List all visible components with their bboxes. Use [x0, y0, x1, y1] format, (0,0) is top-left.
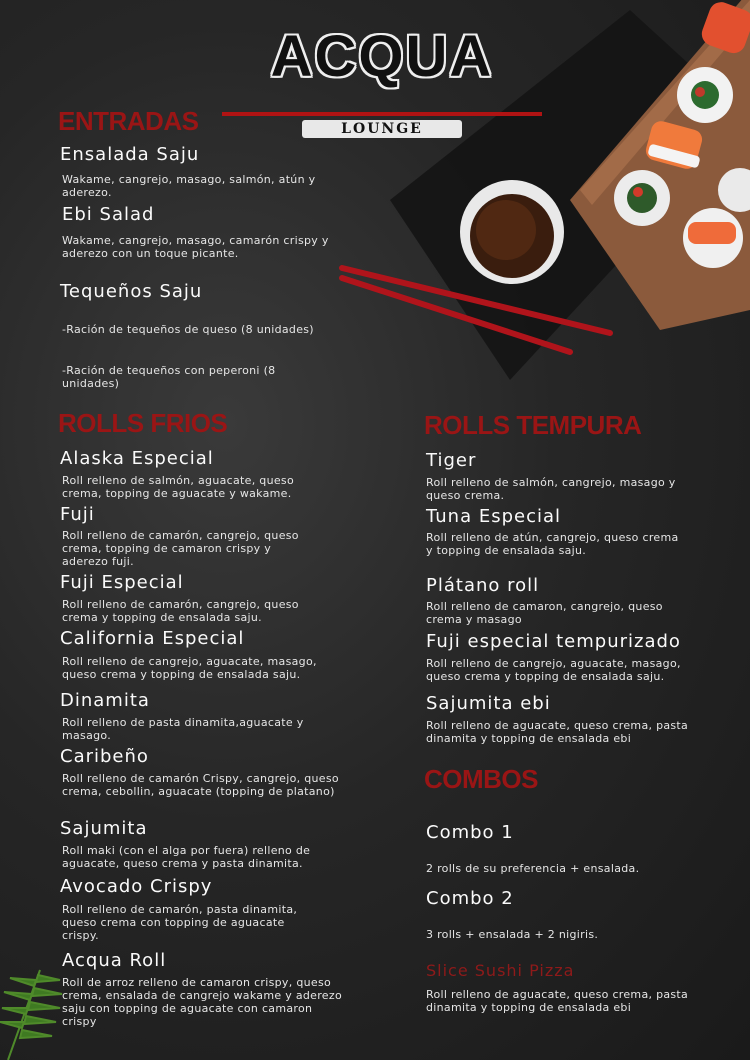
fern-leaf-decoration — [0, 960, 70, 1060]
item-name: Ebi Salad — [62, 204, 155, 225]
item-name: Acqua Roll — [62, 950, 167, 971]
section-rolls-tempura: ROLLS TEMPURA — [424, 410, 642, 440]
item-desc: Roll relleno de cangrejo, aguacate, masago, queso crema y topping de ensalada saju. — [426, 657, 681, 683]
item-desc: Roll relleno de atún, cangrejo, queso crema y topping de ensalada saju. — [426, 531, 679, 557]
item-desc: Roll relleno de camaron, cangrejo, queso crema y masago — [426, 600, 663, 626]
item-desc: Roll relleno de camarón, cangrejo, queso crema, topping de camaron crispy y aderezo fuji. — [62, 529, 299, 568]
item-name: Sajumita ebi — [426, 693, 551, 714]
item-name: Sajumita — [60, 818, 148, 839]
item-desc: Roll relleno de salmón, aguacate, queso crema, topping de aguacate y wakame. — [62, 474, 294, 500]
item-name: Tequeños Saju — [60, 281, 203, 302]
logo-divider — [222, 112, 542, 116]
item-desc: 2 rolls de su preferencia + ensalada. — [426, 862, 640, 875]
logo — [222, 22, 542, 137]
item-desc: Roll relleno de camarón, cangrejo, queso crema y topping de ensalada saju. — [62, 598, 299, 624]
logo-text: ACQUA — [270, 24, 494, 89]
item-desc: -Ración de tequeños con peperoni (8 unidades) — [62, 364, 276, 390]
item-desc: Wakame, cangrejo, masago, camarón crispy y aderezo con un toque picante. — [62, 234, 329, 260]
item-name: Dinamita — [60, 690, 150, 711]
item-name: Tiger — [426, 450, 477, 471]
item-name: Plátano roll — [426, 575, 540, 596]
item-name: Fuji Especial — [60, 572, 184, 593]
item-name: Ensalada Saju — [60, 144, 200, 165]
item-name: California Especial — [60, 628, 245, 649]
item-name: Caribeño — [60, 746, 149, 767]
logo-subtitle: LOUNGE — [302, 120, 462, 138]
item-desc: Roll relleno de camarón, pasta dinamita, queso crema con topping de aguacate crispy. — [62, 903, 298, 942]
section-combos: COMBOS — [424, 764, 538, 794]
item-desc: Roll de arroz relleno de camaron crispy, queso crema, ensalada de cangrejo wakame y aderezo saju con topping de aguacate con camaron crispy — [62, 976, 342, 1028]
item-name: Avocado Crispy — [60, 876, 213, 897]
item-desc: Roll relleno de aguacate, queso crema, pasta dinamita y topping de ensalada ebi — [426, 719, 689, 745]
item-desc: Roll relleno de salmón, cangrejo, masago y queso crema. — [426, 476, 676, 502]
item-name: Alaska Especial — [60, 448, 214, 469]
item-desc: -Ración de tequeños de queso (8 unidades) — [62, 323, 314, 336]
item-desc: Roll relleno de cangrejo, aguacate, masago, queso crema y topping de ensalada saju. — [62, 655, 317, 681]
item-name: Combo 1 — [426, 822, 514, 843]
item-desc: Roll relleno de aguacate, queso crema, pasta dinamita y topping de ensalada ebi — [426, 988, 689, 1014]
item-name: Fuji especial tempurizado — [426, 631, 681, 652]
item-desc: Roll maki (con el alga por fuera) relleno de aguacate, queso crema y pasta dinamita. — [62, 844, 311, 870]
section-entradas: ENTRADAS — [58, 106, 199, 136]
item-desc: Roll relleno de camarón Crispy, cangrejo, queso crema, cebollin, aguacate (topping de platano) — [62, 772, 339, 798]
item-name-pizza: Slice Sushi Pizza — [426, 961, 575, 980]
item-name: Combo 2 — [426, 888, 514, 909]
item-name: Tuna Especial — [426, 506, 562, 527]
item-desc: Wakame, cangrejo, masago, salmón, atún y aderezo. — [62, 173, 316, 199]
item-desc: 3 rolls + ensalada + 2 nigiris. — [426, 928, 599, 941]
item-name: Fuji — [60, 504, 95, 525]
section-rolls-frios: ROLLS FRIOS — [58, 408, 228, 438]
item-desc: Roll relleno de pasta dinamita,aguacate y masago. — [62, 716, 304, 742]
